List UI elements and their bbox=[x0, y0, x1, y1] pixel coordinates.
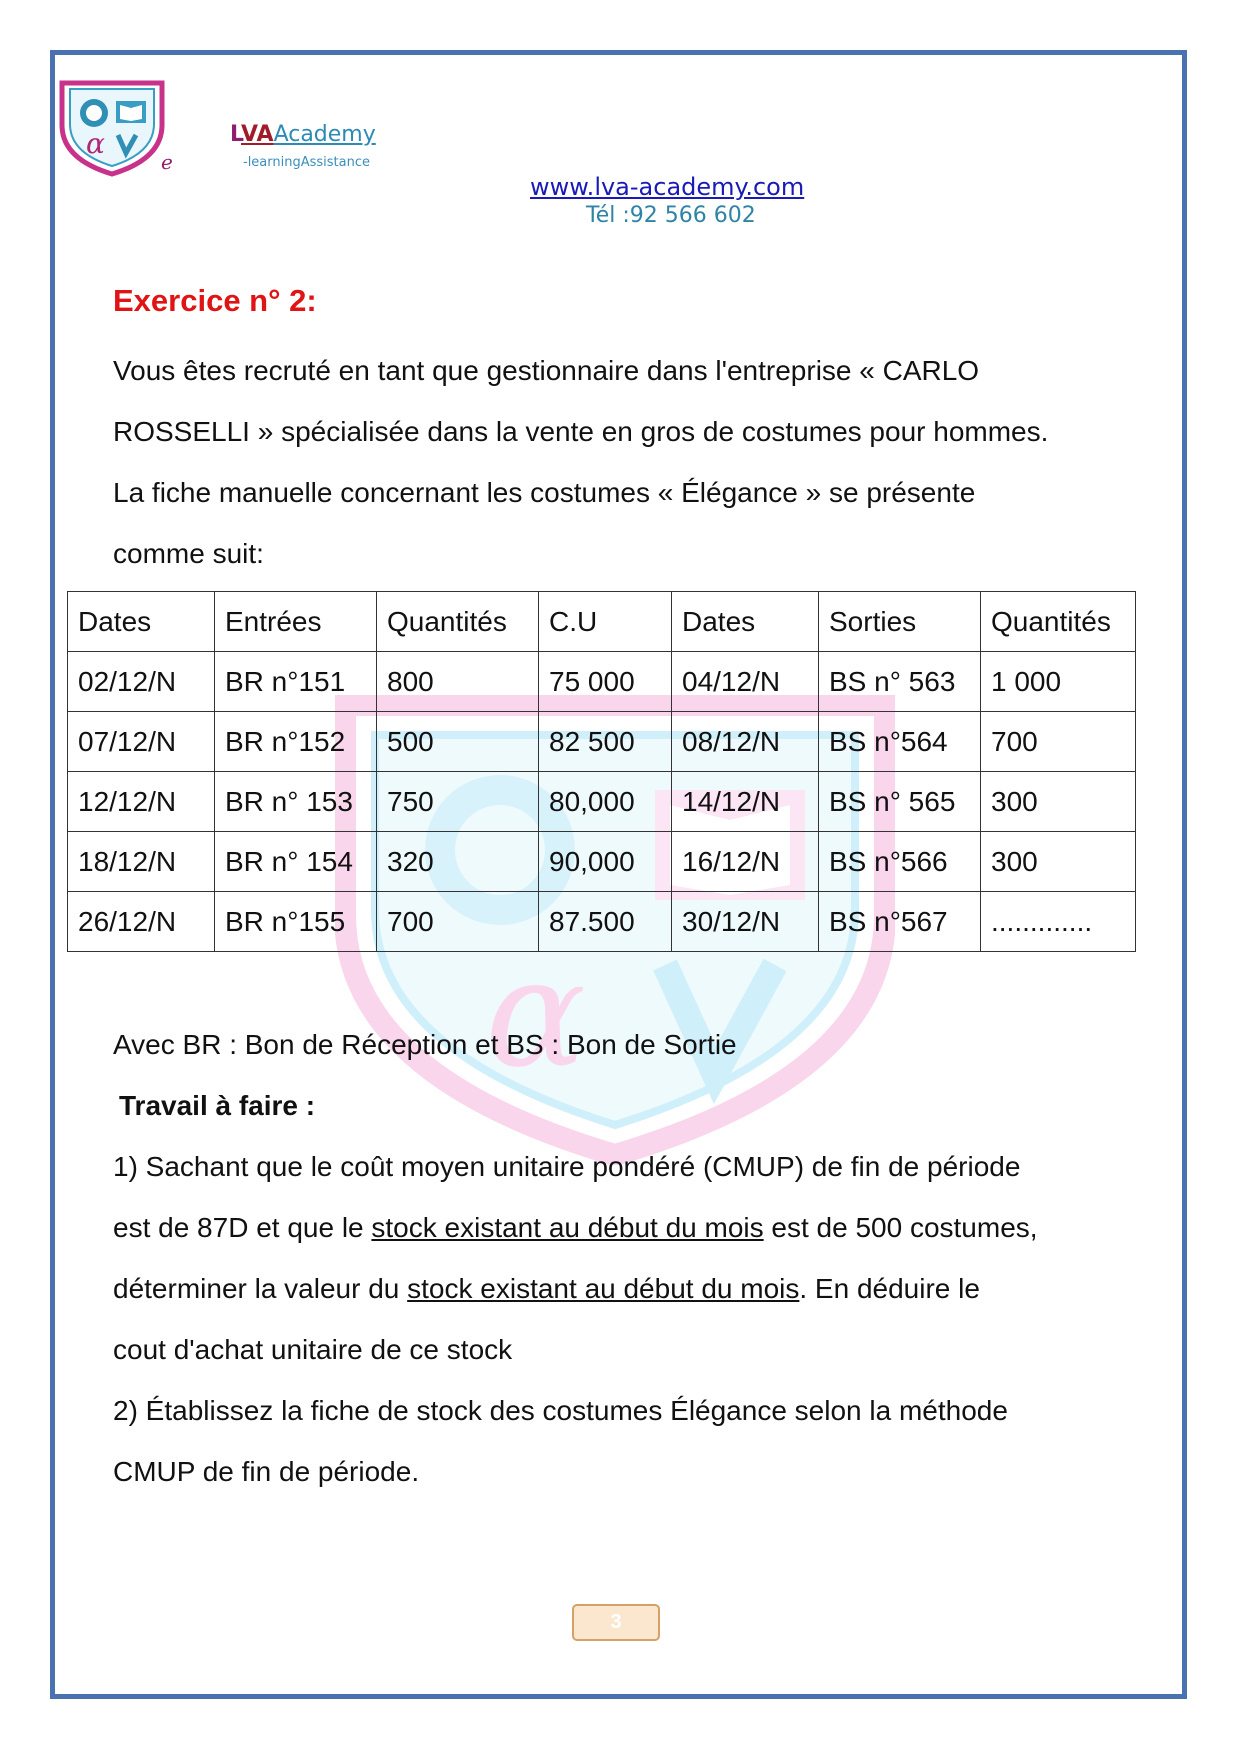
table-cell: 500 bbox=[377, 712, 539, 772]
table-cell: 12/12/N bbox=[68, 772, 215, 832]
table-cell: 02/12/N bbox=[68, 652, 215, 712]
page-number: 3 bbox=[572, 1604, 660, 1641]
header-cell: Entrées bbox=[215, 592, 377, 652]
table-cell: 18/12/N bbox=[68, 832, 215, 892]
header-cell: Dates bbox=[672, 592, 819, 652]
brand-tagline: -learningAssistance bbox=[243, 155, 370, 170]
intro-line-1: Vous êtes recruté en tant que gestionnaire dans l'entreprise « CARLO bbox=[113, 355, 980, 386]
q1-text-part: déterminer la valeur du bbox=[113, 1273, 408, 1304]
brand-l: L bbox=[230, 122, 241, 147]
brand-va: VA bbox=[241, 122, 274, 147]
table-cell: 82 500 bbox=[539, 712, 672, 772]
question-1-line-4: cout d'achat unitaire de ce stock bbox=[113, 1334, 513, 1365]
table-cell: 87.500 bbox=[539, 892, 672, 952]
brand-name bbox=[230, 122, 376, 147]
q1-text-part: . En déduire le bbox=[799, 1273, 980, 1304]
brand-academy: Academy bbox=[273, 122, 376, 147]
table-cell: 750 bbox=[377, 772, 539, 832]
table-cell: BS n°564 bbox=[819, 712, 981, 772]
website-link[interactable]: www.lva-academy.com bbox=[530, 173, 805, 201]
table-cell: 800 bbox=[377, 652, 539, 712]
header-cell: Quantités bbox=[981, 592, 1136, 652]
question-2-line-1: 2) Établissez la fiche de stock des costumes Élégance selon la méthode bbox=[113, 1395, 1008, 1426]
question-1-line-3 bbox=[113, 1273, 980, 1305]
table-cell: 300 bbox=[981, 772, 1136, 832]
table-header-row bbox=[68, 592, 1136, 652]
table-cell: 700 bbox=[377, 892, 539, 952]
question-1-line-2 bbox=[113, 1212, 1038, 1244]
table-cell: 26/12/N bbox=[68, 892, 215, 952]
table-cell: 08/12/N bbox=[672, 712, 819, 772]
table-cell: BS n° 563 bbox=[819, 652, 981, 712]
task-title: Travail à faire : bbox=[119, 1090, 316, 1121]
table-cell: BS n°566 bbox=[819, 832, 981, 892]
header-cell: C.U bbox=[539, 592, 672, 652]
lva-academy-logo bbox=[56, 77, 168, 177]
table-row bbox=[68, 892, 1136, 952]
table-row bbox=[68, 652, 1136, 712]
table-cell: BR n°151 bbox=[215, 652, 377, 712]
abbreviation-legend: Avec BR : Bon de Réception et BS : Bon de Sortie bbox=[113, 1029, 737, 1060]
table-cell: 07/12/N bbox=[68, 712, 215, 772]
table-cell: 14/12/N bbox=[672, 772, 819, 832]
table-cell: BR n°155 bbox=[215, 892, 377, 952]
svg-text:α: α bbox=[86, 127, 105, 160]
table-cell: 1 000 bbox=[981, 652, 1136, 712]
intro-line-3: La fiche manuelle concernant les costumes « Élégance » se présente bbox=[113, 477, 976, 508]
stock-movements-table bbox=[67, 591, 1136, 952]
q1-text-part: est de 500 costumes, bbox=[763, 1212, 1038, 1243]
question-2-line-2: CMUP de fin de période. bbox=[113, 1456, 420, 1487]
table-cell: BR n° 153 bbox=[215, 772, 377, 832]
table-cell: BS n°567 bbox=[819, 892, 981, 952]
question-1-line-1: 1) Sachant que le coût moyen unitaire pondéré (CMUP) de fin de période bbox=[113, 1151, 1021, 1182]
header-cell: Dates bbox=[68, 592, 215, 652]
table-cell: 04/12/N bbox=[672, 652, 819, 712]
table-cell: BR n° 154 bbox=[215, 832, 377, 892]
table-cell: 75 000 bbox=[539, 652, 672, 712]
table-row bbox=[68, 712, 1136, 772]
underlined-text: stock existant au début du mois bbox=[371, 1212, 764, 1243]
header-cell: Sorties bbox=[819, 592, 981, 652]
q1-text-part: est de 87D et que le bbox=[113, 1212, 372, 1243]
header-cell: Quantités bbox=[377, 592, 539, 652]
exercise-title: Exercice n° 2: bbox=[113, 283, 317, 318]
table-cell: BR n°152 bbox=[215, 712, 377, 772]
table-cell: 80,000 bbox=[539, 772, 672, 832]
underlined-text: stock existant au début du mois bbox=[407, 1273, 800, 1304]
table-cell: ............. bbox=[981, 892, 1136, 952]
table-cell: 700 bbox=[981, 712, 1136, 772]
table-cell: 16/12/N bbox=[672, 832, 819, 892]
intro-line-4: comme suit: bbox=[113, 538, 264, 569]
table-cell: 320 bbox=[377, 832, 539, 892]
table-cell: 30/12/N bbox=[672, 892, 819, 952]
table-cell: BS n° 565 bbox=[819, 772, 981, 832]
table-row bbox=[68, 832, 1136, 892]
logo-e-letter: e bbox=[161, 150, 173, 174]
intro-line-2: ROSSELLI » spécialisée dans la vente en gros de costumes pour hommes. bbox=[113, 416, 1049, 447]
table-cell: 300 bbox=[981, 832, 1136, 892]
table-cell: 90,000 bbox=[539, 832, 672, 892]
table-row bbox=[68, 772, 1136, 832]
phone-number: Tél :92 566 602 bbox=[586, 203, 756, 228]
svg-text:α: α bbox=[485, 927, 587, 1101]
